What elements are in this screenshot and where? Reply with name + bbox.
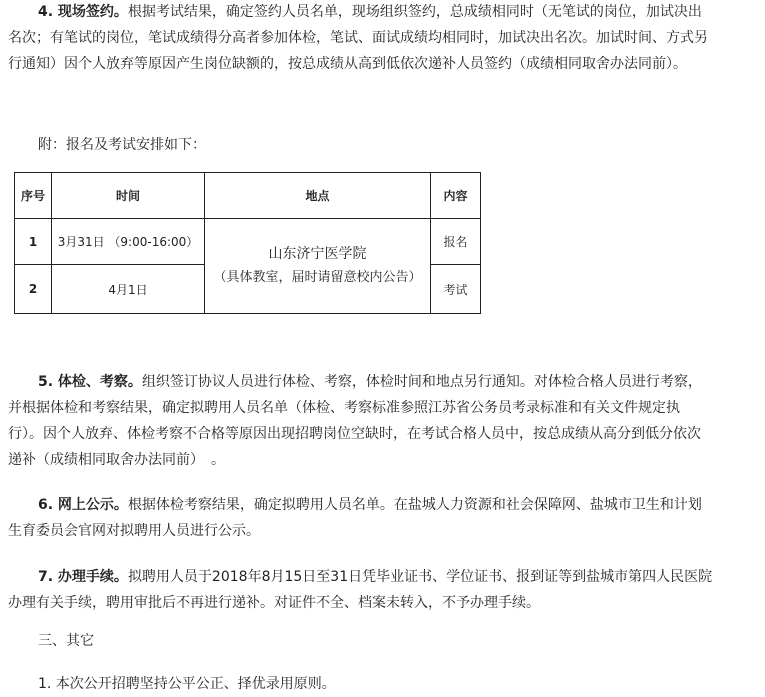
section-6-heading: 6. 网上公示。: [38, 497, 128, 513]
section-5-line-1: 5. 体检、考察。组织签订协议人员进行体检、考察，体检时间和地点另行通知。对体检合格人员进行考察，: [38, 374, 702, 390]
item-1: 1. 本次公开招聘坚持公平公正、择优录用原则。: [38, 676, 336, 692]
section-3-heading: 三、其它: [38, 633, 94, 649]
section-5-line-2: 并根据体检和考察结果，确定拟聘用人员名单（体检、考察标准参照江苏省公务员考录标准和有关文件规定执: [8, 400, 680, 416]
row-1-time: 3月31日 （9:00-16:00）: [52, 219, 205, 265]
location-main: 山东济宁医学院: [268, 246, 367, 262]
section-4-line-3: 行通知）因个人放弃等原因产生岗位缺额的，按总成绩从高到低依次递补人员签约（成绩相同取舍办法同前）。: [8, 56, 687, 72]
location-sub: （具体教室，届时请留意校内公告）: [213, 270, 422, 285]
section-5-line-3: 行）。因个人放弃、体检考察不合格等原因出现招聘岗位空缺时，在考试合格人员中，按总成绩从高分到低分依次: [8, 426, 701, 442]
section-4-line-1: 4. 现场签约。根据考试结果，确定签约人员名单，现场组织签约，总成绩相同时（无笔试的岗位，加试决出: [38, 4, 702, 20]
row-2-content: 考试: [431, 265, 481, 314]
row-1-no: 1: [15, 219, 52, 265]
section-6-paragraph: [8, 492, 760, 544]
section-4-line-2: 名次；有笔试的岗位，笔试成绩得分高者参加体检，笔试、面试成绩均相同时，加试决出名次。加试时间、方式另: [8, 30, 708, 46]
section-7-paragraph: [8, 564, 760, 616]
row-1-content: 报名: [431, 219, 481, 265]
appendix-intro: 附：报名及考试安排如下：: [38, 137, 206, 153]
row-2-time: 4月1日: [52, 265, 205, 314]
section-7-line-1: 7. 办理手续。拟聘用人员于2018年8月15日至31日凭毕业证书、学位证书、报到证等到盐城市第四人民医院: [38, 569, 713, 585]
header-content: 内容: [431, 173, 481, 219]
header-time: 时间: [52, 173, 205, 219]
section-7-line-2: 办理有关手续，聘用审批后不再进行递补。对证件不全、档案未转入，不予办理手续。: [8, 595, 540, 611]
table-header-row: [15, 173, 481, 219]
section-6-line-2: 生育委员会官网对拟聘用人员进行公示。: [8, 523, 260, 539]
section-4-paragraph: [8, 0, 760, 77]
section-6-line-1: 6. 网上公示。根据体检考察结果，确定拟聘用人员名单。在盐城人力资源和社会保障网、盐城市卫生和计划: [38, 497, 702, 513]
row-2-no: 2: [15, 265, 52, 314]
section-5-line-4: 递补（成绩相同取舍办法同前） 。: [8, 452, 225, 468]
section-5-heading: 5. 体检、考察。: [38, 374, 142, 390]
location-cell: [205, 219, 431, 314]
schedule-table: [14, 172, 481, 314]
table-row: [15, 219, 481, 265]
section-4-heading: 4. 现场签约。: [38, 4, 128, 20]
section-5-paragraph: [8, 369, 760, 473]
header-location: 地点: [205, 173, 431, 219]
header-no: 序号: [15, 173, 52, 219]
section-7-heading: 7. 办理手续。: [38, 569, 128, 585]
